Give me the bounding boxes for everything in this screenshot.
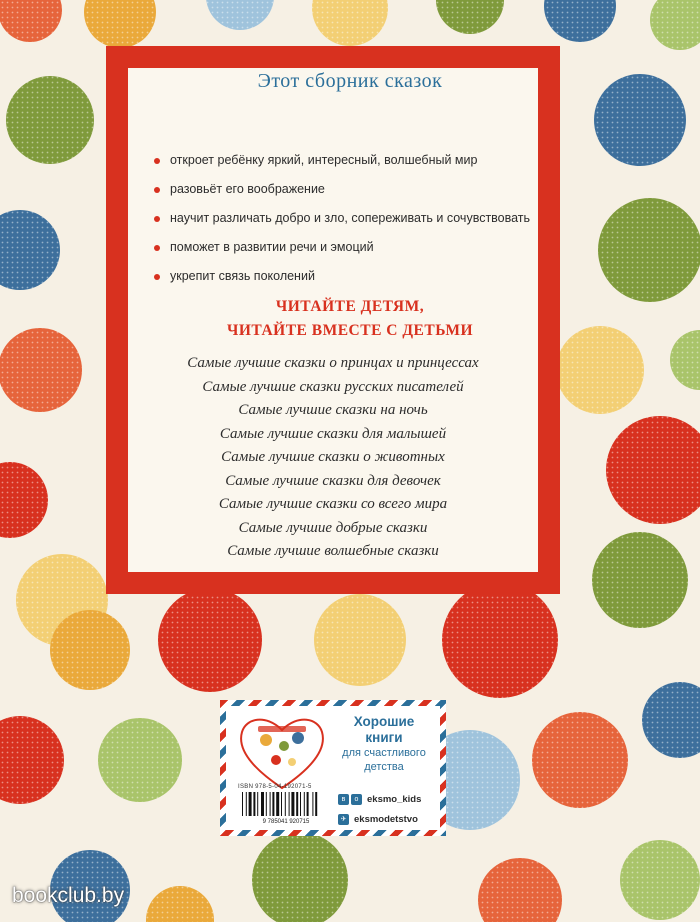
series-title: Самые лучшие сказки о принцах и принцессах	[187, 355, 479, 371]
polka-dot	[84, 0, 156, 48]
barcode	[238, 792, 334, 824]
polka-dot	[532, 712, 628, 808]
social-row-detstvo[interactable]	[338, 812, 442, 826]
polka-dot	[312, 0, 388, 46]
telegram-icon: ✈	[338, 814, 349, 825]
polka-dot	[442, 582, 558, 698]
slogan-line: Хорошие	[353, 714, 415, 729]
series-title: Самые лучшие сказки на ночь	[238, 402, 428, 418]
polka-dot	[252, 832, 348, 922]
polka-dot	[478, 858, 562, 922]
benefit-item: укрепит связь поколений	[150, 266, 540, 287]
social-row-kids[interactable]	[338, 792, 442, 806]
polka-dot	[0, 328, 82, 412]
series-title: Самые лучшие сказки для малышей	[219, 425, 447, 442]
benefit-item: научит различать добро и зло, сопереживать и сочувствовать	[150, 208, 540, 229]
vk-icon: в	[338, 794, 349, 805]
series-title: Самые лучшие волшебные сказки	[227, 543, 439, 559]
series-title: Самые лучшие сказки русских писателей	[202, 378, 464, 395]
sticker-slogan	[328, 714, 440, 774]
polka-dot	[650, 0, 700, 50]
publisher-sticker	[220, 700, 446, 836]
social-handle: eksmodetstvo	[354, 813, 418, 825]
watermark: bookclub.by	[12, 884, 125, 907]
panel-heading: Этот сборник сказок	[257, 70, 443, 92]
benefit-item: разовьёт его воображение	[150, 179, 540, 200]
polka-dot	[436, 0, 504, 34]
polka-dot	[0, 462, 48, 538]
slogan-line: детства	[364, 761, 404, 773]
social-links	[338, 792, 442, 832]
social-handle: eksmo_kids	[367, 793, 422, 805]
series-title: Самые лучшие добрые сказки	[238, 519, 428, 536]
polka-dot	[642, 682, 700, 758]
series-title: Самые лучшие сказки о животных	[221, 449, 445, 465]
polka-dot	[158, 588, 262, 692]
polka-dot	[544, 0, 616, 42]
heart-logo-icon	[236, 712, 328, 792]
polka-dot	[98, 718, 182, 802]
polka-dot	[314, 594, 406, 686]
benefit-item: откроет ребёнку яркий, интересный, волшебный мир	[150, 150, 540, 171]
call-to-action-line-1: ЧИТАЙТЕ ДЕТЯМ,	[275, 298, 425, 315]
polka-dot	[592, 532, 688, 628]
slogan-line: книги	[365, 730, 403, 745]
series-title: Самые лучшие сказки для девочек	[225, 472, 441, 489]
benefit-list	[150, 150, 540, 295]
polka-dot	[0, 210, 60, 290]
polka-dot	[146, 886, 214, 922]
isbn-text: ISBN 978-5-04-192071-5	[238, 784, 312, 790]
slogan-line: для счастливого	[342, 747, 426, 759]
ok-icon: о	[351, 794, 362, 805]
barcode-digits: 9 785041 920715	[262, 819, 310, 824]
polka-dot	[598, 198, 700, 302]
benefit-item: поможет в развитии речи и эмоций	[150, 237, 540, 258]
series-title-list	[106, 352, 560, 564]
polka-dot	[50, 610, 130, 690]
polka-dot	[620, 840, 700, 920]
polka-dot	[0, 0, 62, 42]
polka-dot	[0, 716, 64, 804]
call-to-action-line-2: ЧИТАЙТЕ ВМЕСТЕ С ДЕТЬМИ	[226, 322, 474, 339]
polka-dot	[606, 416, 700, 524]
polka-dot	[206, 0, 274, 30]
series-title: Самые лучшие сказки со всего мира	[218, 496, 448, 512]
